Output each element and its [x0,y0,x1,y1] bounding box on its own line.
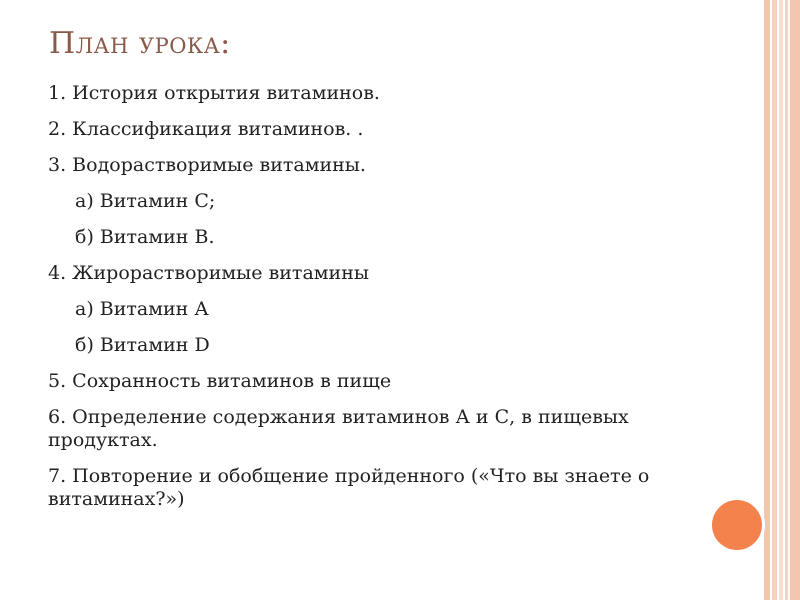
list-subitem: б) Витамин D [75,334,210,356]
list-item: 3. Водорастворимые витамины. [48,154,366,176]
accent-circle [712,500,762,550]
lesson-plan-list [48,82,738,511]
list-item: 6. Определение содержания витаминов А и С, в пищевых продуктах. [48,406,629,451]
list-item: 2. Классификация витаминов. . [48,118,364,140]
list-item: 4. Жирорастворимые витамины [48,262,369,284]
border-stripe [790,0,800,600]
list-subitem: а) Витамин А [75,298,209,320]
list-subitem: а) Витамин С; [75,190,216,212]
list-subitem: б) Витамин В. [75,226,215,248]
list-item: 7. Повторение и обобщение пройденного («Что вы знаете о витаминах?») [48,465,650,510]
list-item: 5. Сохранность витаминов в пище [48,370,392,392]
list-item: 1. История открытия витаминов. [48,82,380,104]
slide-title: План урока: [49,26,231,61]
